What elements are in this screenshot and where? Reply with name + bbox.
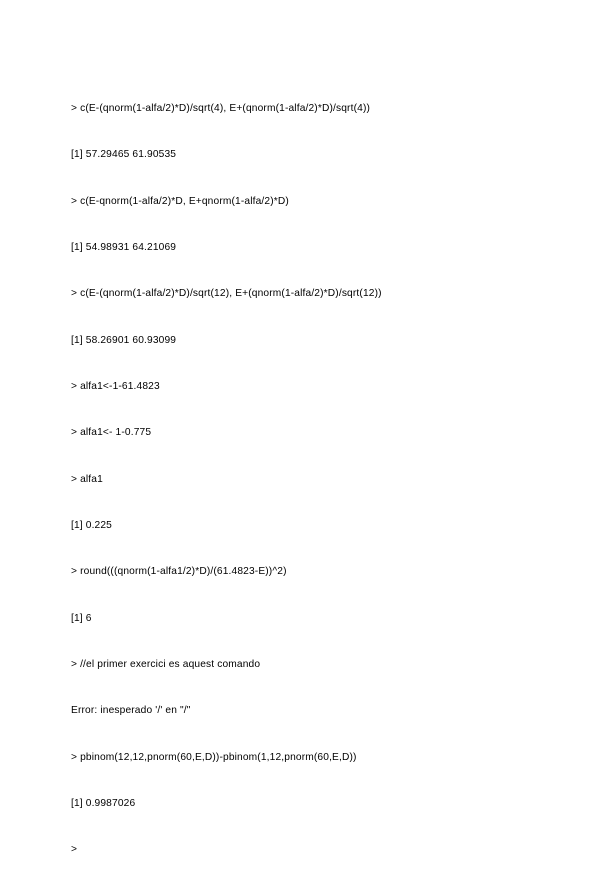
console-line: [1] 54.98931 64.21069 [71, 241, 177, 253]
console-line: > //el primer exercici es aquest comando [71, 659, 261, 671]
console-line: > c(E-(qnorm(1-alfa/2)*D)/sqrt(12), E+(qnorm(1-alfa/2)*D)/sqrt(12)) [71, 288, 382, 300]
console-line: [1] 6 [71, 612, 92, 624]
console-line: [1] 0.225 [71, 520, 113, 531]
console-line: > alfa1<-1-61.4823 [71, 380, 160, 392]
console-line: [1] 57.29465 61.90535 [71, 149, 177, 161]
console-line: [1] 0.9987026 [71, 798, 136, 810]
console-prompt: > [71, 844, 78, 856]
console-line: > c(E-qnorm(1-alfa/2)*D, E+qnorm(1-alfa/2)*D) [71, 195, 289, 207]
console-output [71, 70, 571, 889]
console-line: > c(E-(qnorm(1-alfa/2)*D)/sqrt(4), E+(qnorm(1-alfa/2)*D)/sqrt(4)) [71, 102, 371, 114]
console-line: Error: inesperado '/' en "/" [71, 705, 191, 717]
console-line: [1] 58.26901 60.93099 [71, 334, 177, 346]
console-line: > alfa1<- 1-0.775 [71, 427, 152, 439]
console-line: > round(((qnorm(1-alfa1/2)*D)/(61.4823-E))^2) [71, 566, 287, 578]
console-line: > alfa1 [71, 473, 103, 485]
console-line: > pbinom(12,12,pnorm(60,E,D))-pbinom(1,12,pnorm(60,E,D)) [71, 751, 357, 763]
